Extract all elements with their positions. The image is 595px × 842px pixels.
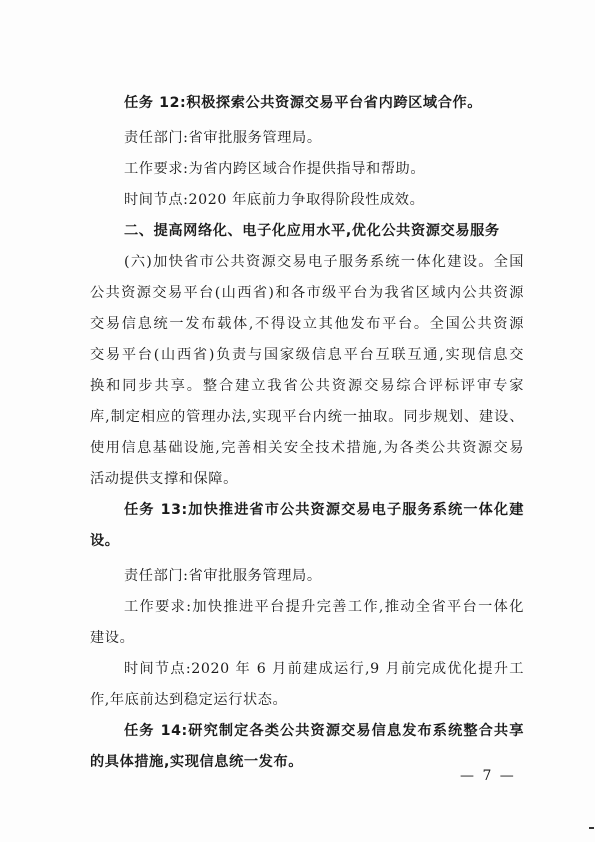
scan-edge-mark [589,827,594,829]
task-12-heading: 任务 12:积极探索公共资源交易平台省内跨区域合作。 [124,95,483,111]
task-14-heading-line-1: 任务 14:研究制定各类公共资源交易信息发布系统整合共享 [124,723,524,739]
paragraph-6-line-4: 交易平台(山西省)负责与国家级信息平台互联互通,实现信息交 [90,347,524,363]
paragraph-6-line-5: 换和同步共享。整合建立我省公共资源交易综合评标评审专家 [90,378,524,394]
task-13-department: 责任部门:省审批服务管理局。 [124,568,322,584]
paragraph-6-line-2: 公共资源交易平台(山西省)和各市级平台为我省区域内公共资源 [90,285,524,301]
task-13-requirement-line-2: 建设。 [90,630,135,646]
task-12-requirement: 工作要求:为省内跨区域合作提供指导和帮助。 [124,161,426,177]
paragraph-6-line-3: 交易信息统一发布载体,不得设立其他发布平台。全国公共资源 [90,316,524,332]
section-2-heading: 二、提高网络化、电子化应用水平,优化公共资源交易服务 [124,223,500,239]
task-14-heading-line-2: 的具体措施,实现信息统一发布。 [90,754,304,770]
paragraph-6-line-8: 活动提供支撑和保障。 [90,471,238,487]
task-12-department: 责任部门:省审批服务管理局。 [124,130,322,146]
task-12-timeline: 时间节点:2020 年底前力争取得阶段性成效。 [124,192,425,208]
page-number: — 7 — [460,768,516,784]
paragraph-6-line-6: 库,制定相应的管理办法,实现平台内统一抽取。同步规划、建设、 [90,409,524,425]
task-13-requirement-line-1: 工作要求:加快推进平台提升完善工作,推动全省平台一体化 [124,599,524,615]
task-13-heading-line-2: 设。 [90,533,120,549]
task-13-timeline-line-2: 作,年底前达到稳定运行状态。 [90,692,288,708]
paragraph-6-line-7: 使用信息基础设施,完善相关安全技术措施,为各类公共资源交易 [90,440,524,456]
task-13-heading-line-1: 任务 13:加快推进省市公共资源交易电子服务系统一体化建 [124,502,524,518]
paragraph-6-line-1: (六)加快省市公共资源交易电子服务系统一体化建设。全国 [124,254,524,270]
task-13-timeline-line-1: 时间节点:2020 年 6 月前建成运行,9 月前完成优化提升工 [124,661,524,677]
